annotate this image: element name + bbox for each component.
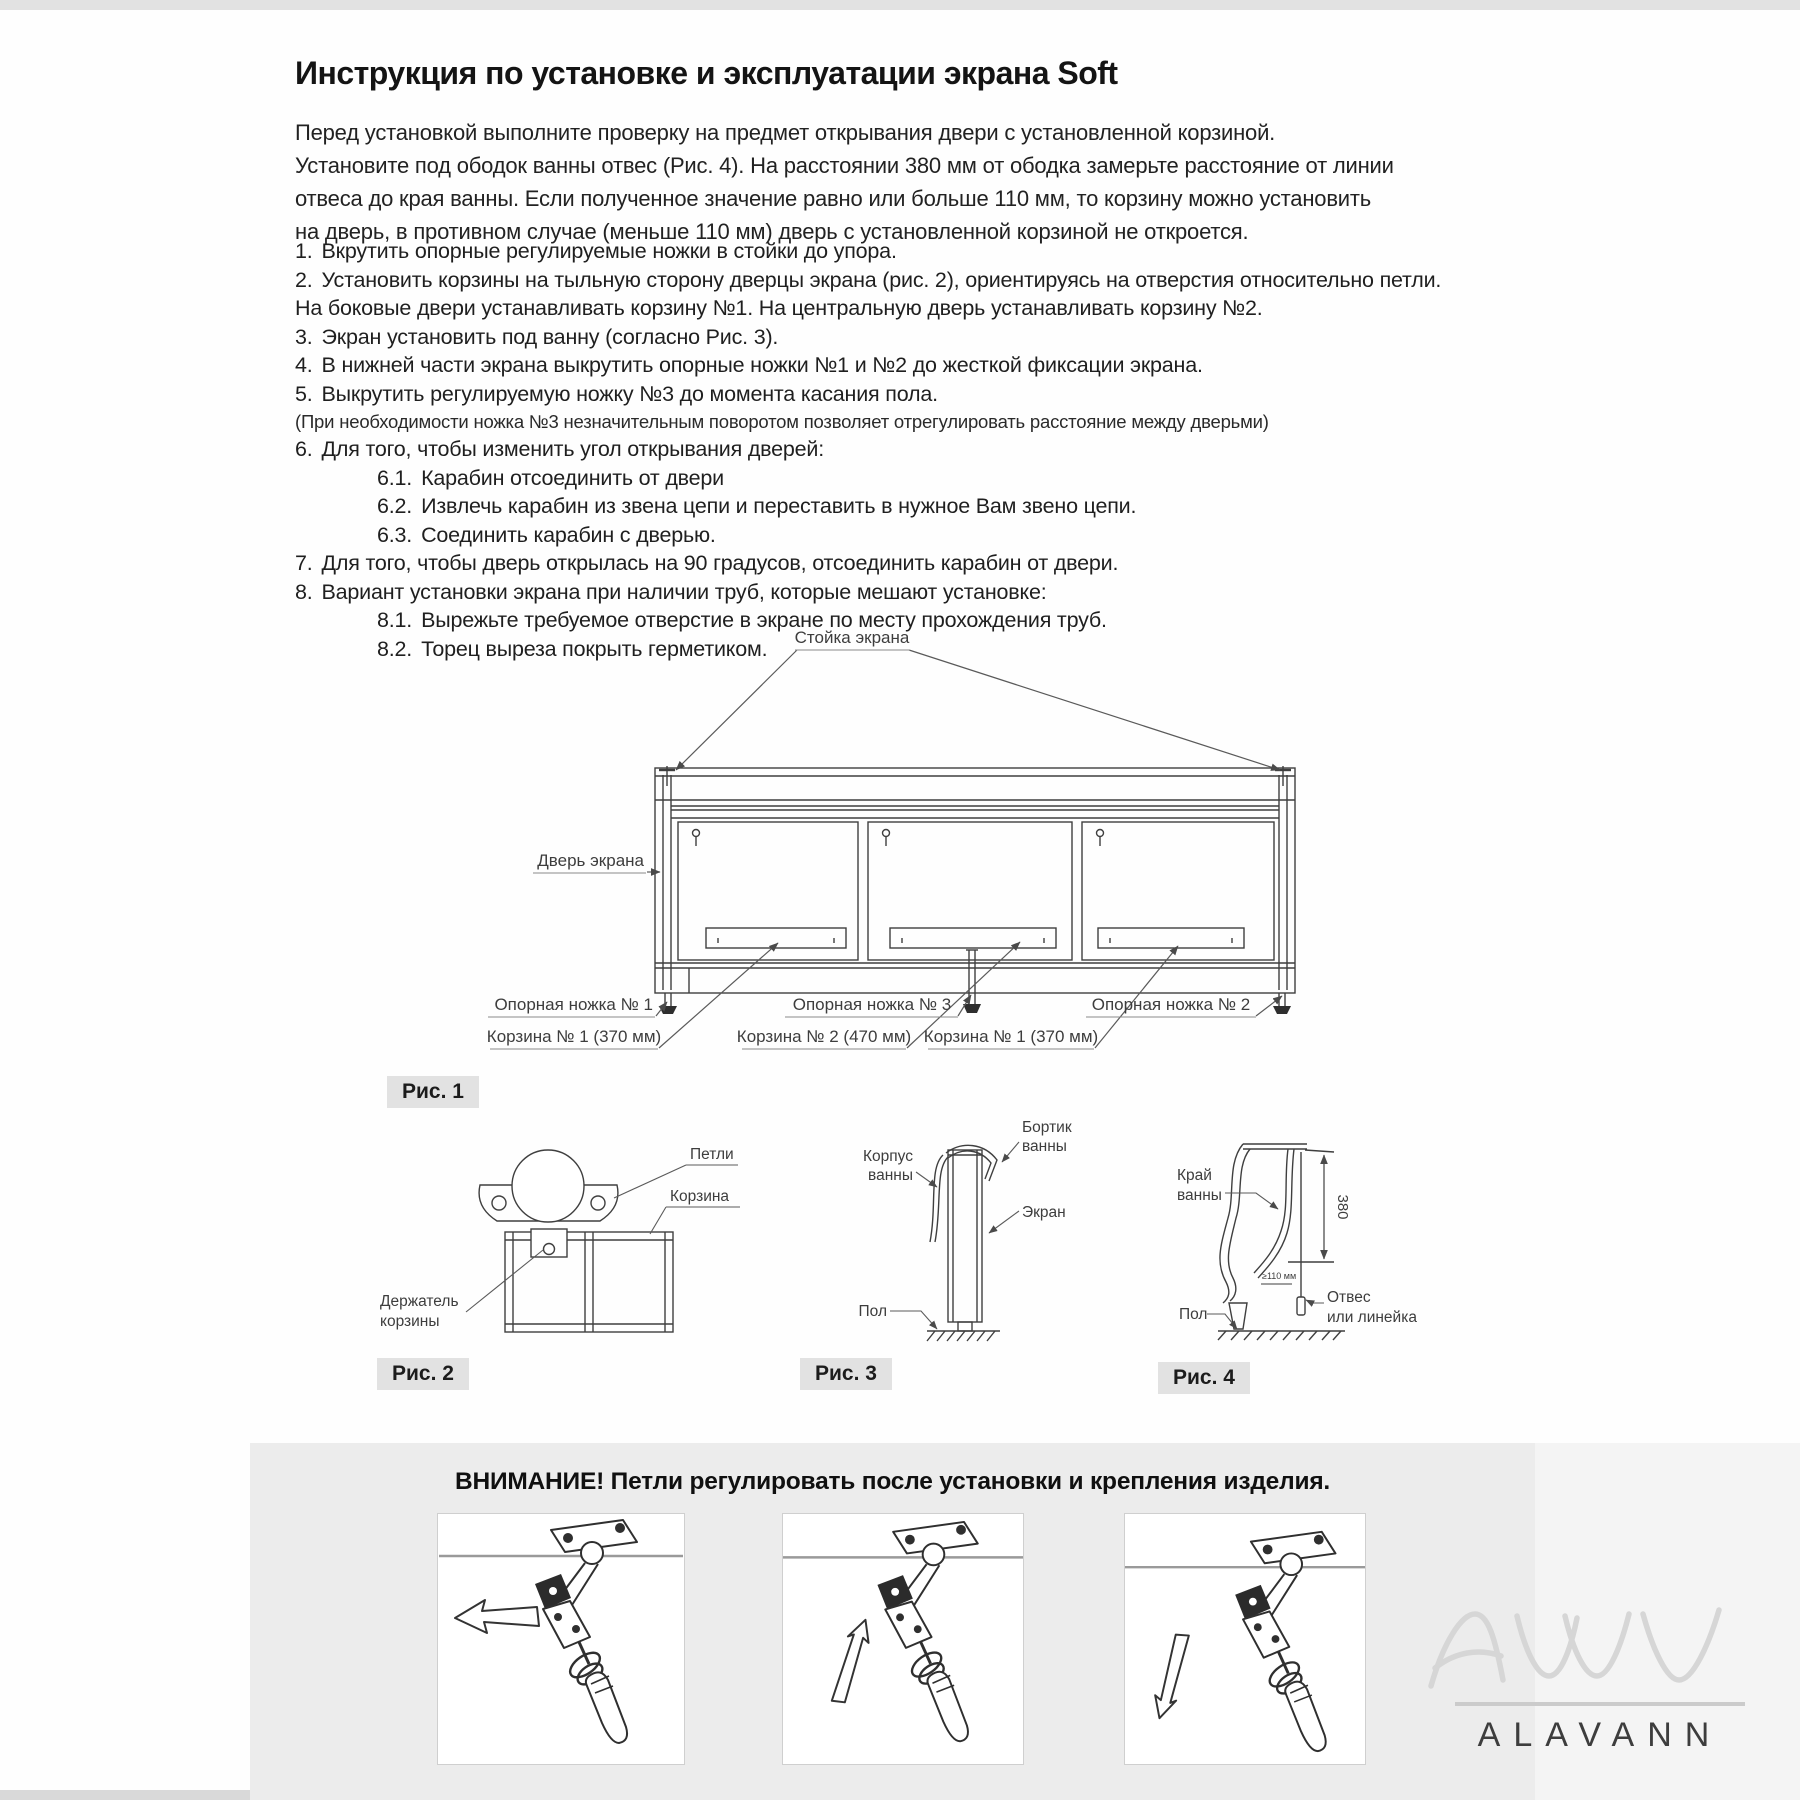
fig1-label-basket1-right: Корзина № 1 (370 мм) bbox=[923, 1027, 1099, 1046]
hinge-adjust-box-2 bbox=[782, 1513, 1024, 1765]
step-item: 2. Установить корзины на тыльную сторону дверцы экрана (рис. 2), ориентируясь на отверстия относительно петли. На боковые двери устанавливать корзину №1. На центральную дверь устанавливать корзину №2. bbox=[295, 267, 1442, 320]
alavann-logo-icon bbox=[1431, 1610, 1719, 1686]
fig3-caption: Рис. 3 bbox=[800, 1358, 892, 1390]
fig2-label-holder-line2: корзины bbox=[380, 1313, 440, 1330]
step-subitem: 8.2. Торец выреза покрыть герметиком. bbox=[377, 636, 768, 661]
intro-line: на дверь, в противном случае (меньше 110 мм) дверь с установленной корзиной не откроется. bbox=[295, 219, 1249, 244]
step-subitem: 6.2. Извлечь карабин из звена цепи и переставить в нужное Вам звено цепи. bbox=[377, 494, 1137, 518]
step-note: (При необходимости ножка №3 незначительным поворотом позволяет отрегулировать расстояние между дверьми) bbox=[295, 411, 1269, 432]
fig3-label-body-line2: ванны bbox=[868, 1167, 913, 1184]
intro-paragraph bbox=[295, 116, 1515, 248]
fig4-label-floor: Пол bbox=[1179, 1306, 1208, 1323]
fig4-dim-110: ≥110 мм bbox=[1262, 1271, 1297, 1281]
fig1-label-foot1: Опорная ножка № 1 bbox=[494, 995, 653, 1014]
fig1-label-foot2: Опорная ножка № 2 bbox=[1091, 995, 1251, 1014]
fig4-dim-380: 380 bbox=[1334, 1194, 1351, 1220]
intro-line: Установите под ободок ванны отвес (Рис. 4). На расстоянии 380 мм от ободка замерьте расстояние от линии bbox=[295, 153, 1394, 178]
up-adjust-arrow-icon bbox=[825, 1616, 875, 1706]
intro-line: отвеса до края ванны. Если полученное значение равно или больше 110 мм, то корзину можно установить bbox=[295, 186, 1372, 211]
step-subitem: 6.1. Карабин отсоединить от двери bbox=[377, 465, 724, 490]
fig1-caption: Рис. 1 bbox=[387, 1076, 479, 1108]
fig4-caption: Рис. 4 bbox=[1158, 1362, 1250, 1394]
hinge-illustration-2 bbox=[783, 1514, 1023, 1764]
step-item: 5. Выкрутить регулируемую ножку №3 до момента касания пола. bbox=[295, 381, 938, 406]
step-item: 1. Вкрутить опорные регулируемые ножки в стойки до упора. bbox=[295, 239, 897, 263]
horizontal-adjust-arrow-icon bbox=[455, 1600, 539, 1633]
down-adjust-arrow-icon bbox=[1149, 1631, 1195, 1721]
step-item: 6. Для того, чтобы изменить угол открывания дверей: bbox=[295, 437, 824, 461]
brand-name: ALAVANN bbox=[1477, 1716, 1723, 1754]
hinge-adjust-box-3 bbox=[1124, 1513, 1366, 1765]
step-item: 7. Для того, чтобы дверь открылась на 90 градусов, отсоединить карабин от двери. bbox=[295, 551, 1119, 575]
fig3-label-rim-line1: Бортик bbox=[1022, 1119, 1072, 1136]
step-subitem: 6.3. Соединить карабин с дверью. bbox=[377, 522, 716, 547]
fig3-label-rim-line2: ванны bbox=[1022, 1138, 1067, 1155]
hinge-illustration-1 bbox=[438, 1514, 684, 1764]
fig3-label-body-line1: Корпус bbox=[863, 1148, 913, 1165]
page-title: Инструкция по установке и эксплуатации экрана Soft bbox=[295, 55, 1118, 91]
fig4-label-plumb-line1: Отвес bbox=[1327, 1289, 1371, 1306]
fig4-label-edge-line1: Край bbox=[1177, 1167, 1212, 1184]
fig1-label-foot3: Опорная ножка № 3 bbox=[792, 995, 952, 1014]
fig1-label-door: Дверь экрана bbox=[537, 851, 644, 870]
fig4-label-plumb-line2: или линейка bbox=[1327, 1309, 1417, 1326]
step-item: 4. В нижней части экрана выкрутить опорные ножки №1 и №2 до жесткой фиксации экрана. bbox=[295, 353, 1203, 377]
intro-line: Перед установкой выполните проверку на предмет открывания двери с установленной корзиной. bbox=[295, 120, 1276, 145]
step-item: 8. Вариант установки экрана при наличии труб, которые мешают установке: bbox=[295, 579, 1047, 604]
figure-2-diagram bbox=[330, 1130, 760, 1390]
fig2-caption: Рис. 2 bbox=[377, 1358, 469, 1390]
fig4-label-edge-line2: ванны bbox=[1177, 1187, 1222, 1204]
fig2-label-holder-line1: Держатель bbox=[380, 1293, 459, 1310]
leader-lines bbox=[647, 650, 1282, 1048]
leader-lines bbox=[1207, 1193, 1324, 1329]
figure-1-diagram bbox=[360, 600, 1400, 1080]
top-edge bbox=[0, 0, 1800, 10]
fig1-label-basket2: Корзина № 2 (470 мм) bbox=[736, 1027, 912, 1046]
fig2-label-hinges: Петли bbox=[690, 1146, 734, 1163]
hinge-illustration-3 bbox=[1125, 1514, 1365, 1764]
warning-heading: ВНИМАНИЕ! Петли регулировать после установки и крепления изделия. bbox=[454, 1468, 1331, 1495]
fig1-label-basket1-left: Корзина № 1 (370 мм) bbox=[486, 1027, 662, 1046]
step-item: 3. Экран установить под ванну (согласно Рис. 3). bbox=[295, 324, 779, 349]
hinge-adjust-box-1 bbox=[437, 1513, 685, 1765]
fig3-label-floor: Пол bbox=[858, 1303, 887, 1320]
fig3-label-screen: Экран bbox=[1022, 1204, 1066, 1221]
fig2-label-basket: Корзина bbox=[670, 1188, 730, 1205]
brand-watermark bbox=[1415, 1588, 1785, 1768]
label-underlines bbox=[488, 650, 1256, 1049]
fig1-label-stand: Стойка экрана bbox=[794, 628, 910, 647]
step-subitem: 8.1. Вырежьте требуемое отверстие в экране по месту прохождения труб. bbox=[377, 608, 1107, 632]
